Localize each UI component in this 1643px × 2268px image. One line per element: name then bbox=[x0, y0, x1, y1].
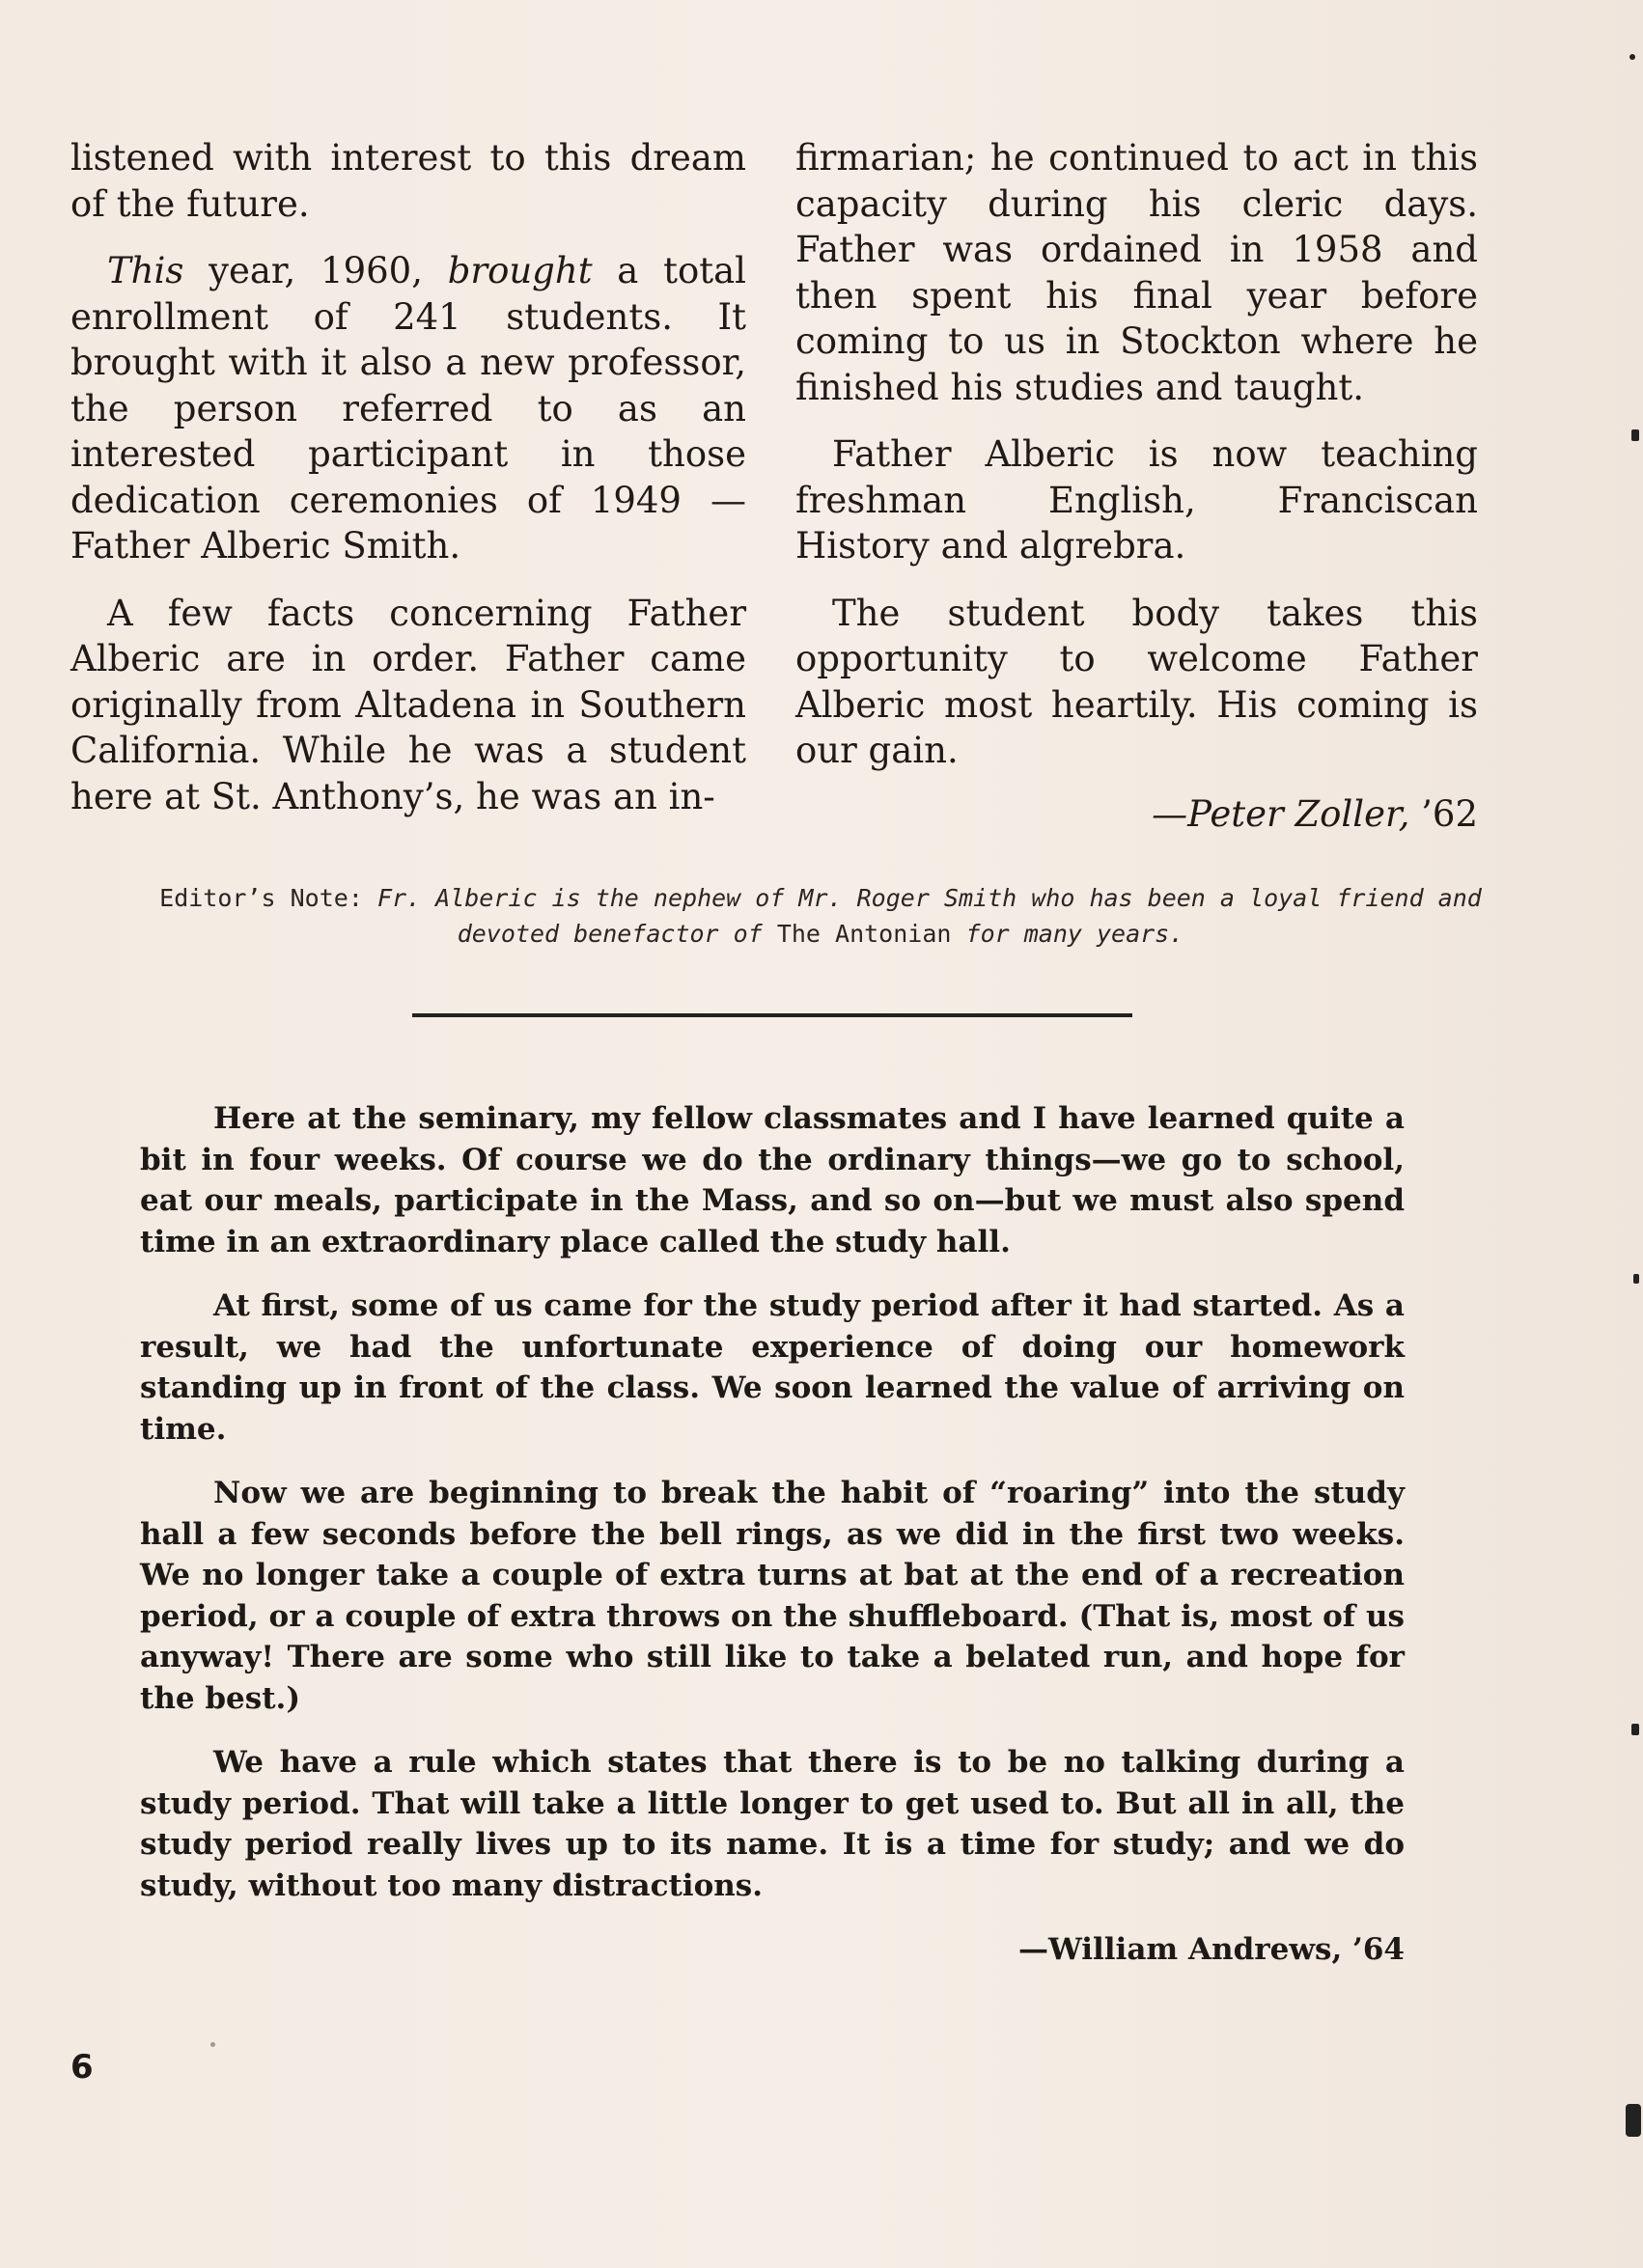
editors-note-text-end: for many years. bbox=[965, 920, 1184, 948]
paragraph: listened with interest to this dream of the future. bbox=[70, 137, 746, 225]
paragraph: Here at the seminary, my fellow classmates and I have learned quite a bit in four weeks. Of course we do the ordinary things—we go to school, eat our meals, participate in the Mass, and so on—but we must also spend time in an extraordinary place called the study hall. bbox=[140, 1101, 1405, 1259]
article-left-column bbox=[70, 135, 746, 841]
section-divider bbox=[412, 1013, 1132, 1017]
author-signature: —William Andrews, ’64 bbox=[1017, 1932, 1405, 1967]
paragraph: We have a rule which states that there is to be no talking during a study period. That will take a little longer to get used to. But all in all, the study period really lives up to its name. It is a time for study; and we do study, without too many distractions. bbox=[140, 1745, 1405, 1903]
paragraph: firmarian; he continued to act in this capacity during his cleric days. Father was ordained in 1958 and then spent his final year before coming to us in Stockton where he finished his studies and taught. bbox=[795, 137, 1478, 408]
study-hall-article bbox=[140, 1098, 1405, 1994]
print-speck bbox=[210, 2042, 215, 2047]
page-number: 6 bbox=[70, 2048, 94, 2087]
author-name: —Peter Zoller, bbox=[1152, 792, 1410, 835]
paragraph: Father Alberic is now teaching freshman English, Franciscan History and algrebra. bbox=[795, 433, 1478, 567]
author-year: ’62 bbox=[1409, 792, 1478, 835]
print-speck bbox=[1629, 54, 1635, 60]
text-run: a total enrollment of 241 students. It brought with it also a new professor, the person referred to as an interested participant in those dedication ceremonies of 1949 — Father Alberic Smith. bbox=[70, 250, 746, 567]
editors-note bbox=[145, 880, 1496, 952]
print-speck bbox=[1631, 1724, 1639, 1735]
author-signature bbox=[795, 791, 1478, 838]
paragraph: A few facts concerning Father Alberic are in order. Father came originally from Altadena in Southern California. While he was a student here at St. Anthony’s, he was an in- bbox=[70, 592, 746, 817]
paragraph bbox=[70, 248, 746, 569]
paragraph: Now we are beginning to break the habit of “roaring” into the study hall a few seconds before the bell rings, as we did in the first two weeks. We no longer take a couple of extra turns at bat at the end of a recreation period, or a couple of extra throws on the shuffleboard. (That is, most of us anyway! There are some who still like to take a belated run, and hope for the best.) bbox=[140, 1476, 1405, 1716]
text-run: year, 1960, bbox=[183, 250, 448, 291]
article-right-column bbox=[795, 135, 1478, 858]
editors-note-text: Fr. Alberic is the nephew of Mr. Roger Smith who has been a loyal friend and devoted benefactor of bbox=[376, 884, 1482, 948]
print-speck bbox=[1631, 429, 1639, 441]
emphasis: This bbox=[107, 250, 184, 291]
paragraph: At first, some of us came for the study period after it had started. As a result, we had the unfortunate experience of doing our homework standing up in front of the class. We soon learned the value of arriving on time. bbox=[140, 1288, 1405, 1447]
paragraph: The student body takes this opportunity to welcome Father Alberic most heartily. His coming is our gain. bbox=[795, 592, 1478, 771]
print-speck bbox=[1626, 2104, 1641, 2137]
emphasis: brought bbox=[447, 250, 593, 291]
editors-note-label: Editor’s Note: bbox=[159, 884, 363, 912]
publication-name: The Antonian bbox=[776, 920, 952, 948]
print-speck bbox=[1633, 1274, 1639, 1284]
